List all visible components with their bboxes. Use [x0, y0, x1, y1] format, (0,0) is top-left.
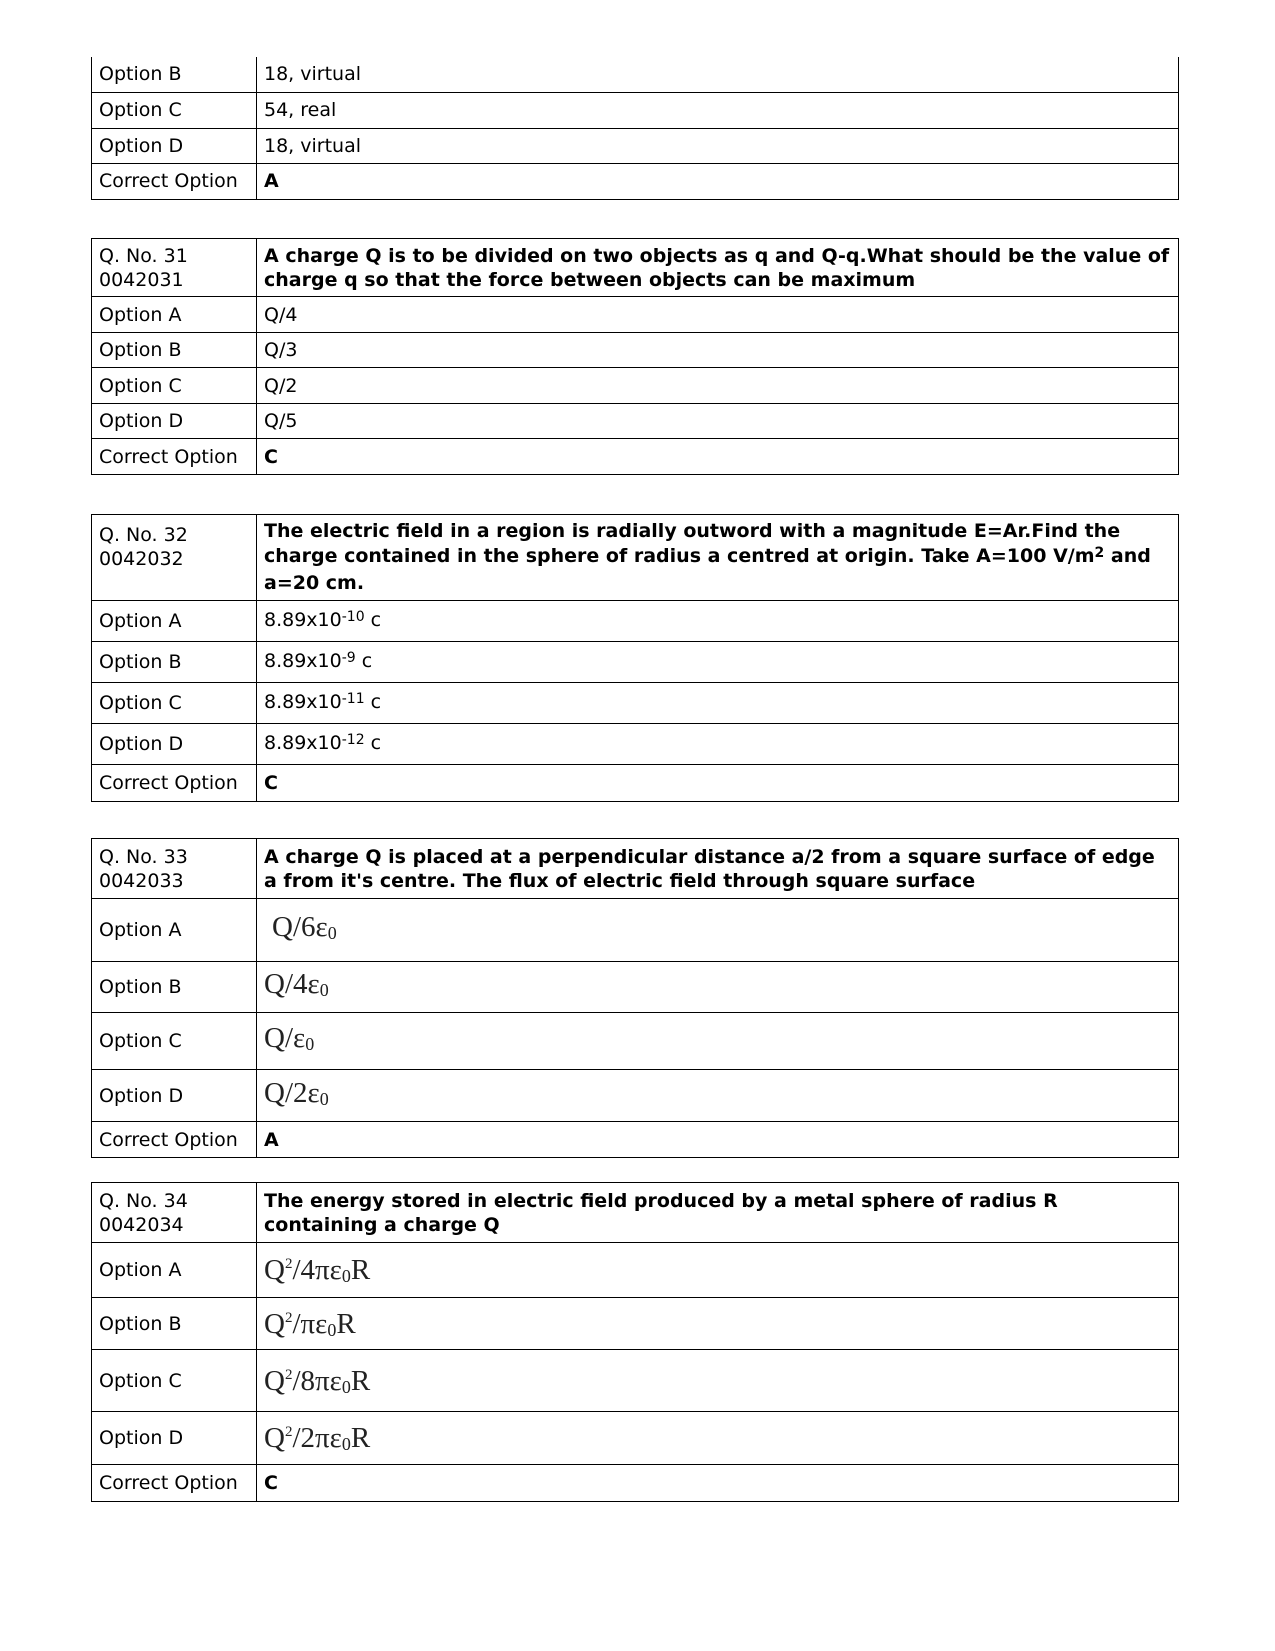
option-c-formula-q: Q — [264, 1364, 285, 1397]
correct-option-label: Correct Option — [92, 439, 257, 475]
option-b-label: Option B — [92, 57, 257, 92]
question-code: 0042034 — [99, 1213, 184, 1236]
option-c-label: Option C — [92, 368, 257, 404]
option-row-b — [92, 1298, 1179, 1350]
option-c-label: Option C — [92, 683, 257, 724]
correct-option-label: Correct Option — [92, 163, 257, 199]
option-b-exponent: -9 — [341, 650, 356, 666]
option-c-label: Option C — [92, 1350, 257, 1412]
option-c-value — [257, 683, 1179, 724]
correct-option-row — [92, 439, 1179, 475]
option-row-a — [92, 297, 1179, 333]
option-b-formula-sub: 0 — [327, 1319, 337, 1340]
correct-option-value: A — [257, 163, 1179, 199]
option-c-exponent: -11 — [341, 691, 365, 707]
question-row — [92, 839, 1179, 899]
option-a-formula — [264, 911, 337, 943]
option-d-label: Option D — [92, 128, 257, 163]
question-text: A charge Q is placed at a perpendicular distance a/2 from a square surface of edge a from it's centre. The flux of electric field through square surface — [257, 839, 1179, 899]
option-a-label: Option A — [92, 601, 257, 642]
option-c-label: Option C — [92, 92, 257, 128]
option-d-formula-text: Q/2ε — [264, 1076, 320, 1109]
option-a-value — [257, 1243, 1179, 1298]
option-d-formula-sub: 0 — [341, 1434, 351, 1454]
option-c-value: Q/2 — [257, 368, 1179, 404]
option-a-formula-sub: 0 — [341, 1266, 351, 1286]
option-d-value — [257, 1412, 1179, 1465]
question-row — [92, 239, 1179, 297]
correct-option-row — [92, 765, 1179, 802]
question-number-cell — [92, 1183, 257, 1243]
option-d-unit: c — [364, 732, 382, 754]
option-d-formula — [264, 1077, 329, 1109]
question-33-table — [91, 838, 1179, 1158]
option-d-value: 18, virtual — [257, 128, 1179, 163]
question-34-table — [91, 1182, 1179, 1502]
option-b-value: Q/3 — [257, 333, 1179, 368]
option-d-formula-q: Q — [264, 1422, 285, 1454]
question-number: Q. No. 31 — [99, 244, 188, 267]
option-a-formula-sub: 0 — [327, 923, 337, 943]
option-row-c — [92, 92, 1179, 128]
option-a-unit: c — [364, 609, 382, 631]
option-b-formula-sub: 0 — [319, 980, 329, 1000]
question-text: A charge Q is to be divided on two objects as q and Q-q.What should be the value of charge q so that the force between objects can be maximum — [257, 239, 1179, 297]
question-number-cell — [92, 839, 257, 899]
correct-option-row — [92, 1465, 1179, 1502]
option-a-label: Option A — [92, 899, 257, 962]
option-row-d — [92, 128, 1179, 163]
correct-option-label: Correct Option — [92, 765, 257, 802]
option-c-formula-end: R — [350, 1364, 371, 1397]
option-b-label: Option B — [92, 333, 257, 368]
option-d-label: Option D — [92, 1070, 257, 1122]
question-row — [92, 1183, 1179, 1243]
option-a-label: Option A — [92, 1243, 257, 1298]
option-row-d — [92, 1070, 1179, 1122]
option-c-formula-text: Q/ε — [264, 1022, 306, 1054]
option-row-b — [92, 642, 1179, 683]
option-a-label: Option A — [92, 297, 257, 333]
question-row — [92, 515, 1179, 601]
option-a-formula-q: Q — [264, 1254, 285, 1286]
option-a-formula-text: Q/6ε — [272, 911, 328, 943]
option-d-label: Option D — [92, 1412, 257, 1465]
option-b-formula-end: R — [336, 1307, 356, 1340]
option-b-label: Option B — [92, 1298, 257, 1350]
question-text-part2: and a=20 cm. — [264, 545, 1151, 594]
option-b-value — [257, 962, 1179, 1013]
correct-option-label: Correct Option — [92, 1465, 257, 1502]
option-d-value: Q/5 — [257, 404, 1179, 439]
option-b-formula-q: Q — [264, 1307, 285, 1340]
question-number-cell — [92, 515, 257, 601]
option-c-formula — [264, 1022, 314, 1054]
option-row-c — [92, 1350, 1179, 1412]
option-c-formula-sub: 0 — [305, 1034, 315, 1054]
option-row-c — [92, 683, 1179, 724]
option-b-value: 18, virtual — [257, 57, 1179, 92]
option-c-value — [257, 1350, 1179, 1412]
option-c-unit: c — [364, 691, 382, 713]
question-superscript: 2 — [1094, 545, 1105, 561]
option-a-value: Q/4 — [257, 297, 1179, 333]
question-code: 0042031 — [99, 268, 184, 291]
option-a-formula — [264, 1254, 370, 1286]
option-d-formula-mid: /2πε — [292, 1422, 342, 1454]
option-row-d — [92, 404, 1179, 439]
option-b-value — [257, 642, 1179, 683]
option-d-value — [257, 724, 1179, 765]
option-d-value — [257, 1070, 1179, 1122]
option-b-value — [257, 1298, 1179, 1350]
option-b-label: Option B — [92, 962, 257, 1013]
option-c-formula-mid: /8πε — [292, 1364, 342, 1397]
question-32-table — [91, 514, 1179, 802]
correct-option-row — [92, 1122, 1179, 1158]
option-a-formula-mid: /4πε — [292, 1254, 342, 1286]
option-c-value: 54, real — [257, 92, 1179, 128]
question-text — [257, 515, 1179, 601]
option-c-formula-sup: 2 — [284, 1366, 293, 1383]
option-a-value — [257, 899, 1179, 962]
option-b-unit: c — [355, 650, 373, 672]
option-a-formula-end: R — [350, 1254, 371, 1286]
option-c-value — [257, 1013, 1179, 1070]
option-row-b — [92, 962, 1179, 1013]
option-d-exponent: -12 — [341, 732, 365, 748]
option-d-label: Option D — [92, 724, 257, 765]
correct-option-value: C — [257, 439, 1179, 475]
option-row-a — [92, 1243, 1179, 1298]
option-c-formula — [264, 1365, 370, 1397]
option-a-mantissa: 8.89x10 — [264, 609, 342, 631]
option-d-mantissa: 8.89x10 — [264, 732, 342, 754]
option-row-a — [92, 899, 1179, 962]
option-d-formula-sub: 0 — [319, 1088, 329, 1109]
option-d-formula — [264, 1422, 370, 1454]
option-c-label: Option C — [92, 1013, 257, 1070]
correct-option-row — [92, 163, 1179, 199]
question-number-cell — [92, 239, 257, 297]
option-b-label: Option B — [92, 642, 257, 683]
option-row-b — [92, 333, 1179, 368]
question-number: Q. No. 34 — [99, 1189, 188, 1212]
correct-option-value: A — [257, 1122, 1179, 1158]
question-code: 0042032 — [99, 548, 184, 570]
option-row-c — [92, 1013, 1179, 1070]
option-b-formula — [264, 968, 329, 1000]
question-number: Q. No. 32 — [99, 524, 188, 546]
question-text-part1: The electric field in a region is radially outword with a magnitude E=Ar.Find the charge contained in the sphere of radius a centred at origin. Take A=100 V/m — [264, 520, 1121, 567]
option-b-formula — [264, 1308, 356, 1340]
option-row-a — [92, 601, 1179, 642]
correct-option-value: C — [257, 765, 1179, 802]
option-a-formula-sup: 2 — [284, 1256, 293, 1272]
question-30-partial-table — [91, 57, 1179, 200]
option-d-formula-sup: 2 — [284, 1424, 293, 1440]
option-a-exponent: -10 — [341, 609, 365, 625]
option-d-label: Option D — [92, 404, 257, 439]
question-code: 0042033 — [99, 869, 184, 892]
option-d-formula-end: R — [350, 1422, 371, 1454]
correct-option-value: C — [257, 1465, 1179, 1502]
option-row-d — [92, 724, 1179, 765]
question-31-table — [91, 238, 1179, 475]
question-text: The energy stored in electric field produced by a metal sphere of radius R containing a charge Q — [257, 1183, 1179, 1243]
option-b-formula-text: Q/4ε — [264, 968, 320, 1000]
option-b-mantissa: 8.89x10 — [264, 650, 342, 672]
option-row-b — [92, 57, 1179, 92]
question-number: Q. No. 33 — [99, 845, 188, 868]
option-b-formula-mid: /πε — [292, 1307, 328, 1340]
option-row-c — [92, 368, 1179, 404]
correct-option-label: Correct Option — [92, 1122, 257, 1158]
option-a-value — [257, 601, 1179, 642]
option-b-formula-sup: 2 — [284, 1309, 293, 1326]
option-c-formula-sub: 0 — [341, 1376, 351, 1397]
option-c-mantissa: 8.89x10 — [264, 691, 342, 713]
option-row-d — [92, 1412, 1179, 1465]
